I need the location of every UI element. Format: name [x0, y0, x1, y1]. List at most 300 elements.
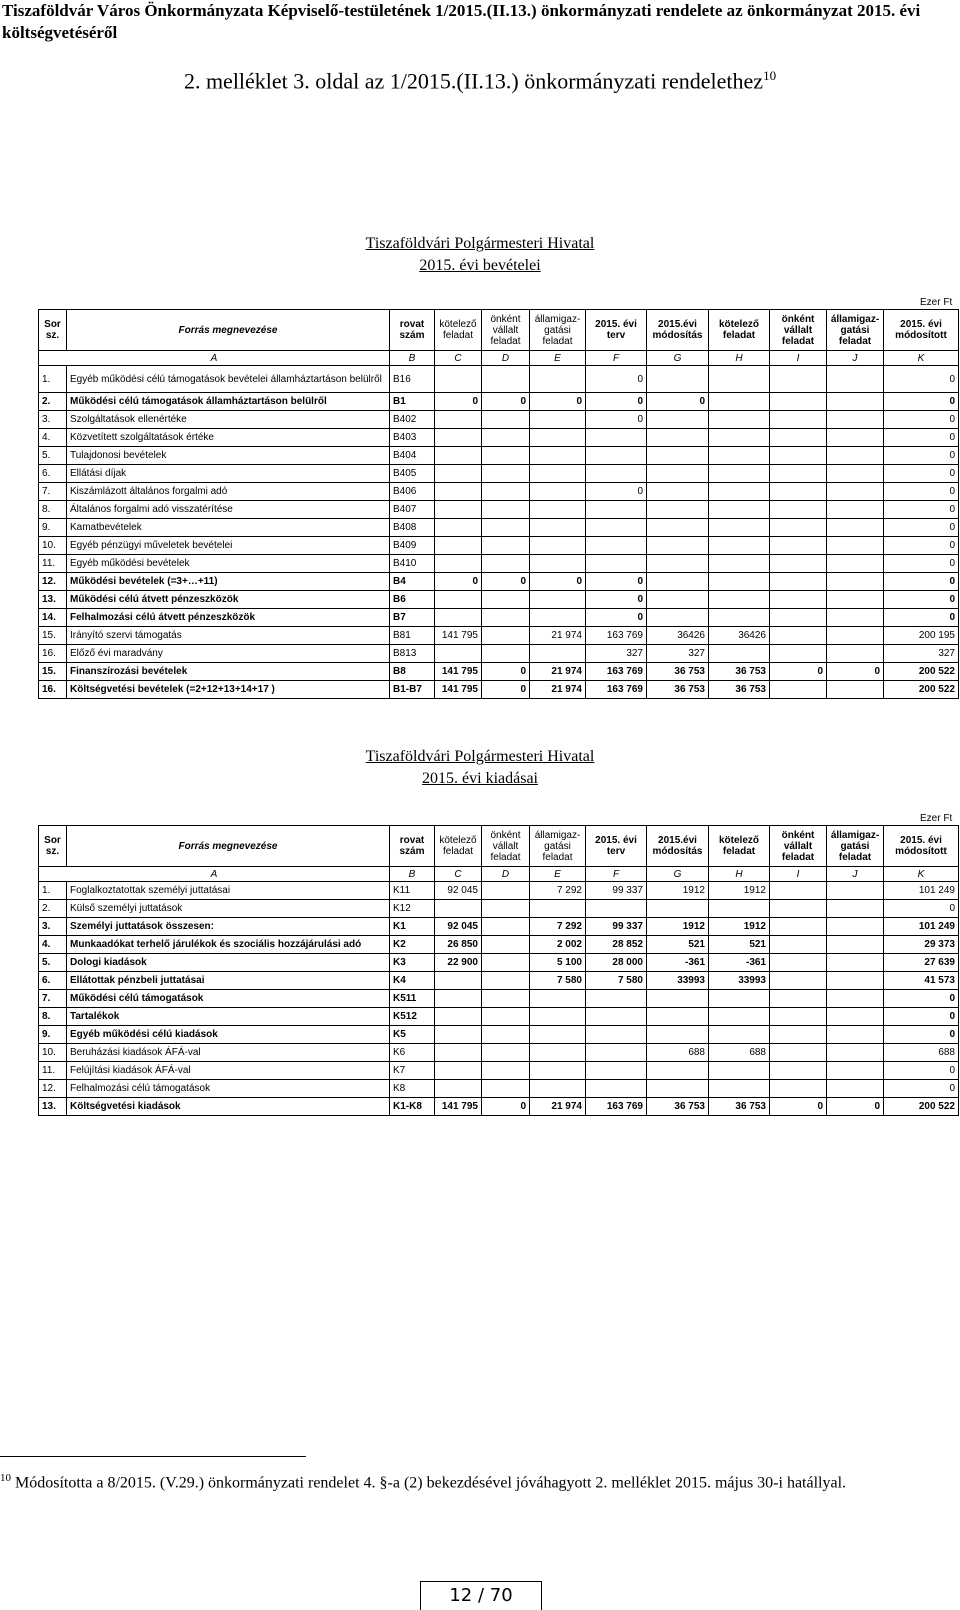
cell-f: [586, 501, 647, 519]
cell-k: 0: [884, 537, 959, 555]
column-letter: I: [770, 351, 827, 366]
column-letters-row: [39, 351, 959, 366]
row-code: K511: [390, 990, 435, 1008]
cell-d: [482, 501, 530, 519]
cell-g: -361: [647, 954, 709, 972]
cell-g: [647, 609, 709, 627]
row-code: K4: [390, 972, 435, 990]
row-number: 12.: [39, 1080, 67, 1098]
cell-f: 0: [586, 573, 647, 591]
row-code: K512: [390, 1008, 435, 1026]
cell-d: [482, 519, 530, 537]
row-number: 6.: [39, 465, 67, 483]
col-c-allamigazgatasi: államigaz-gatási feladat: [530, 826, 586, 867]
row-code: B7: [390, 609, 435, 627]
cell-g: 1912: [647, 918, 709, 936]
cell-j: [827, 918, 884, 936]
cell-k: 0: [884, 900, 959, 918]
cell-f: 327: [586, 645, 647, 663]
cell-k: 41 573: [884, 972, 959, 990]
cell-e: 7 292: [530, 882, 586, 900]
table-row: [39, 990, 959, 1008]
revenue-title-line2: 2015. évi bevételei: [419, 257, 541, 274]
row-code: K1: [390, 918, 435, 936]
cell-i: [770, 447, 827, 465]
cell-c: [435, 1080, 482, 1098]
cell-k: 0: [884, 1062, 959, 1080]
table-row: [39, 366, 959, 393]
cell-j: 0: [827, 663, 884, 681]
cell-k: 0: [884, 501, 959, 519]
annex-title: [0, 68, 960, 94]
footnote: [0, 1467, 955, 1494]
cell-g: [647, 366, 709, 393]
table-row: [39, 900, 959, 918]
row-number: 1.: [39, 366, 67, 393]
cell-c: [435, 429, 482, 447]
cell-j: [827, 954, 884, 972]
row-code: B1-B7: [390, 681, 435, 699]
cell-j: [827, 681, 884, 699]
row-number: 15.: [39, 663, 67, 681]
cell-h: [709, 483, 770, 501]
cell-h: [709, 1080, 770, 1098]
cell-g: [647, 591, 709, 609]
row-name: Egyéb pénzügyi műveletek bevételei: [67, 537, 390, 555]
column-letters-row: [39, 867, 959, 882]
row-code: B8: [390, 663, 435, 681]
cell-j: [827, 936, 884, 954]
table-row: [39, 972, 959, 990]
cell-e: 0: [530, 573, 586, 591]
row-number: 9.: [39, 519, 67, 537]
cell-f: [586, 1062, 647, 1080]
cell-f: 99 337: [586, 918, 647, 936]
table-row: [39, 1026, 959, 1044]
cell-k: 200 522: [884, 681, 959, 699]
row-number: 15.: [39, 627, 67, 645]
row-name: Tulajdonosi bevételek: [67, 447, 390, 465]
cell-i: 0: [770, 663, 827, 681]
cell-j: [827, 573, 884, 591]
row-number: 11.: [39, 555, 67, 573]
row-number: 11.: [39, 1062, 67, 1080]
table-row: [39, 393, 959, 411]
row-number: 5.: [39, 954, 67, 972]
cell-e: [530, 609, 586, 627]
footnote-number: 10: [0, 1472, 11, 1484]
cell-f: 7 580: [586, 972, 647, 990]
column-letter: E: [530, 867, 586, 882]
table-row: [39, 591, 959, 609]
cell-g: 36 753: [647, 663, 709, 681]
cell-f: 163 769: [586, 663, 647, 681]
cell-e: [530, 1062, 586, 1080]
cell-k: 688: [884, 1044, 959, 1062]
cell-e: [530, 645, 586, 663]
cell-f: 0: [586, 483, 647, 501]
cell-d: [482, 591, 530, 609]
cell-k: 0: [884, 591, 959, 609]
letter-blank: A: [39, 867, 390, 882]
row-number: 16.: [39, 645, 67, 663]
cell-d: [482, 936, 530, 954]
cell-f: 163 769: [586, 1098, 647, 1116]
cell-e: [530, 990, 586, 1008]
row-number: 8.: [39, 1008, 67, 1026]
cell-f: [586, 1026, 647, 1044]
cell-j: [827, 411, 884, 429]
col-terv: 2015. évi terv: [586, 826, 647, 867]
cell-g: [647, 990, 709, 1008]
cell-j: [827, 645, 884, 663]
col-modositott: 2015. évi módosított: [884, 826, 959, 867]
cell-k: 0: [884, 483, 959, 501]
cell-d: [482, 882, 530, 900]
col-rovat: rovat szám: [390, 826, 435, 867]
cell-h: [709, 1026, 770, 1044]
cell-g: 521: [647, 936, 709, 954]
row-name: Előző évi maradvány: [67, 645, 390, 663]
column-letter: J: [827, 867, 884, 882]
table-row: [39, 882, 959, 900]
cell-k: 200 522: [884, 1098, 959, 1116]
cell-e: 5 100: [530, 954, 586, 972]
cell-c: [435, 1062, 482, 1080]
cell-d: 0: [482, 681, 530, 699]
cell-f: 28 000: [586, 954, 647, 972]
cell-c: [435, 366, 482, 393]
row-name: Működési bevételek (=3+…+11): [67, 573, 390, 591]
footnote-ref[interactable]: 10: [763, 68, 777, 83]
cell-h: [709, 447, 770, 465]
cell-h: [709, 990, 770, 1008]
expense-title-line1: Tiszaföldvári Polgármesteri Hivatal: [365, 748, 595, 765]
cell-h: [709, 411, 770, 429]
cell-d: [482, 954, 530, 972]
col-rovat: rovat szám: [390, 310, 435, 351]
cell-c: [435, 465, 482, 483]
cell-k: 0: [884, 609, 959, 627]
cell-i: [770, 411, 827, 429]
cell-c: 0: [435, 573, 482, 591]
cell-c: 141 795: [435, 627, 482, 645]
cell-k: 0: [884, 465, 959, 483]
cell-k: 0: [884, 990, 959, 1008]
cell-i: [770, 972, 827, 990]
cell-j: [827, 972, 884, 990]
cell-g: 688: [647, 1044, 709, 1062]
col-name: Forrás megnevezése: [67, 310, 390, 351]
cell-g: [647, 1062, 709, 1080]
cell-j: [827, 501, 884, 519]
column-letter: C: [435, 867, 482, 882]
row-code: B410: [390, 555, 435, 573]
cell-d: [482, 411, 530, 429]
cell-d: [482, 972, 530, 990]
table-row: [39, 1044, 959, 1062]
col-modositas: 2015.évi módosítás: [647, 310, 709, 351]
cell-c: 92 045: [435, 918, 482, 936]
revenue-table: [38, 309, 959, 699]
col-g-onkent: önként vállalt feladat: [770, 826, 827, 867]
table-row: [39, 537, 959, 555]
row-name: Egyéb működési bevételek: [67, 555, 390, 573]
cell-d: [482, 1080, 530, 1098]
row-number: 10.: [39, 537, 67, 555]
cell-f: [586, 1080, 647, 1098]
cell-e: [530, 501, 586, 519]
cell-h: 36 753: [709, 663, 770, 681]
row-code: K8: [390, 1080, 435, 1098]
cell-f: [586, 537, 647, 555]
cell-h: 521: [709, 936, 770, 954]
cell-c: [435, 447, 482, 465]
table-row: [39, 573, 959, 591]
cell-e: [530, 1008, 586, 1026]
cell-e: 2 002: [530, 936, 586, 954]
row-number: 8.: [39, 501, 67, 519]
row-code: B408: [390, 519, 435, 537]
expense-section-title: [0, 746, 960, 790]
row-code: K1-K8: [390, 1098, 435, 1116]
cell-f: [586, 447, 647, 465]
cell-j: [827, 627, 884, 645]
cell-f: 0: [586, 609, 647, 627]
cell-c: [435, 1026, 482, 1044]
cell-i: [770, 990, 827, 1008]
cell-g: [647, 1026, 709, 1044]
cell-j: [827, 1044, 884, 1062]
column-letter: K: [884, 867, 959, 882]
row-name: Tartalékok: [67, 1008, 390, 1026]
cell-d: [482, 555, 530, 573]
row-name: Beruházási kiadások ÁFÁ-val: [67, 1044, 390, 1062]
cell-k: 0: [884, 393, 959, 411]
cell-g: [647, 1080, 709, 1098]
row-code: K7: [390, 1062, 435, 1080]
column-letter: I: [770, 867, 827, 882]
cell-k: 101 249: [884, 882, 959, 900]
col-name: Forrás megnevezése: [67, 826, 390, 867]
header-row: [39, 310, 959, 351]
col-terv: 2015. évi terv: [586, 310, 647, 351]
cell-j: [827, 882, 884, 900]
row-name: Egyéb működési célú támogatások bevételei államháztartáson belülről: [67, 366, 390, 393]
cell-e: 21 974: [530, 627, 586, 645]
cell-h: [709, 900, 770, 918]
row-name: Finanszírozási bevételek: [67, 663, 390, 681]
row-code: B6: [390, 591, 435, 609]
cell-i: [770, 573, 827, 591]
cell-i: [770, 627, 827, 645]
cell-i: [770, 366, 827, 393]
cell-i: [770, 483, 827, 501]
cell-d: [482, 1008, 530, 1026]
row-name: Ellátási díjak: [67, 465, 390, 483]
col-g-allamigazgatasi: államigaz-gatási feladat: [827, 310, 884, 351]
row-name: Kiszámlázott általános forgalmi adó: [67, 483, 390, 501]
column-letter: H: [709, 351, 770, 366]
cell-k: 29 373: [884, 936, 959, 954]
col-g-kotelezo: kötelező feladat: [709, 826, 770, 867]
row-name: Működési célú támogatások államháztartáson belülről: [67, 393, 390, 411]
row-code: B4: [390, 573, 435, 591]
cell-k: 327: [884, 645, 959, 663]
cell-i: [770, 591, 827, 609]
cell-c: [435, 537, 482, 555]
cell-i: [770, 1044, 827, 1062]
cell-c: 141 795: [435, 663, 482, 681]
col-sorsz: Sor sz.: [39, 310, 67, 351]
row-code: K3: [390, 954, 435, 972]
row-code: B81: [390, 627, 435, 645]
cell-i: [770, 537, 827, 555]
cell-h: [709, 501, 770, 519]
table-row: [39, 663, 959, 681]
column-letter: B: [390, 351, 435, 366]
cell-e: [530, 555, 586, 573]
col-g-onkent: önként vállalt feladat: [770, 310, 827, 351]
cell-g: [647, 447, 709, 465]
table-row: [39, 681, 959, 699]
cell-e: [530, 483, 586, 501]
cell-i: [770, 936, 827, 954]
col-c-kotelezo: kötelező feladat: [435, 826, 482, 867]
row-name: Költségvetési bevételek (=2+12+13+14+17 ): [67, 681, 390, 699]
cell-e: [530, 429, 586, 447]
cell-k: 27 639: [884, 954, 959, 972]
row-name: Munkaadókat terhelő járulékok és szociális hozzájárulási adó: [67, 936, 390, 954]
cell-f: [586, 1044, 647, 1062]
cell-g: 1912: [647, 882, 709, 900]
column-letter: G: [647, 867, 709, 882]
row-code: K12: [390, 900, 435, 918]
cell-g: [647, 465, 709, 483]
revenue-unit-label: Ezer Ft: [920, 297, 953, 308]
cell-d: [482, 447, 530, 465]
revenue-section-title: [0, 233, 960, 277]
cell-h: [709, 465, 770, 483]
row-number: 2.: [39, 900, 67, 918]
cell-j: [827, 591, 884, 609]
table-row: [39, 447, 959, 465]
row-name: Költségvetési kiadások: [67, 1098, 390, 1116]
cell-f: [586, 429, 647, 447]
cell-h: 36 753: [709, 1098, 770, 1116]
cell-c: [435, 645, 482, 663]
row-code: B403: [390, 429, 435, 447]
cell-j: [827, 537, 884, 555]
cell-k: 0: [884, 1008, 959, 1026]
table-row: [39, 627, 959, 645]
cell-d: [482, 465, 530, 483]
cell-d: [482, 1026, 530, 1044]
cell-d: 0: [482, 1098, 530, 1116]
cell-e: 7 292: [530, 918, 586, 936]
row-name: Működési célú támogatások: [67, 990, 390, 1008]
row-name: Dologi kiadások: [67, 954, 390, 972]
cell-h: -361: [709, 954, 770, 972]
cell-h: 1912: [709, 882, 770, 900]
cell-f: [586, 519, 647, 537]
cell-j: [827, 519, 884, 537]
cell-i: [770, 900, 827, 918]
cell-e: [530, 537, 586, 555]
table-row: [39, 1008, 959, 1026]
col-c-kotelezo: kötelező feladat: [435, 310, 482, 351]
row-name: Működési célú átvett pénzeszközök: [67, 591, 390, 609]
row-name: Felhalmozási célú átvett pénzeszközök: [67, 609, 390, 627]
cell-i: [770, 429, 827, 447]
expense-unit-label: Ezer Ft: [920, 813, 953, 824]
cell-e: 7 580: [530, 972, 586, 990]
cell-h: [709, 555, 770, 573]
cell-j: [827, 1062, 884, 1080]
letter-blank: A: [39, 351, 390, 366]
cell-h: [709, 393, 770, 411]
cell-g: [647, 519, 709, 537]
cell-k: 0: [884, 429, 959, 447]
cell-i: [770, 501, 827, 519]
row-number: 3.: [39, 918, 67, 936]
cell-c: [435, 1044, 482, 1062]
col-modositas: 2015.évi módosítás: [647, 826, 709, 867]
table-row: [39, 555, 959, 573]
cell-i: [770, 465, 827, 483]
cell-h: 36426: [709, 627, 770, 645]
row-name: Kamatbevételek: [67, 519, 390, 537]
cell-d: 0: [482, 663, 530, 681]
row-number: 6.: [39, 972, 67, 990]
cell-i: [770, 918, 827, 936]
cell-f: 0: [586, 366, 647, 393]
cell-e: [530, 1044, 586, 1062]
row-code: B406: [390, 483, 435, 501]
cell-f: 163 769: [586, 681, 647, 699]
row-code: B1: [390, 393, 435, 411]
cell-i: [770, 1008, 827, 1026]
cell-e: [530, 366, 586, 393]
cell-j: [827, 609, 884, 627]
cell-g: 36 753: [647, 681, 709, 699]
cell-j: [827, 393, 884, 411]
cell-k: 200 522: [884, 663, 959, 681]
cell-i: [770, 681, 827, 699]
row-name: Egyéb működési célú kiadások: [67, 1026, 390, 1044]
cell-d: [482, 645, 530, 663]
table-row: [39, 465, 959, 483]
cell-i: [770, 1026, 827, 1044]
cell-k: 0: [884, 447, 959, 465]
row-name: Felhalmozási célú támogatások: [67, 1080, 390, 1098]
table-row: [39, 918, 959, 936]
cell-g: [647, 501, 709, 519]
cell-k: 0: [884, 573, 959, 591]
cell-j: [827, 465, 884, 483]
cell-g: 36 753: [647, 1098, 709, 1116]
cell-j: [827, 429, 884, 447]
cell-d: [482, 366, 530, 393]
row-code: B409: [390, 537, 435, 555]
table-row: [39, 645, 959, 663]
cell-c: [435, 972, 482, 990]
table-row: [39, 954, 959, 972]
col-g-allamigazgatasi: államigaz-gatási feladat: [827, 826, 884, 867]
cell-i: [770, 609, 827, 627]
cell-d: 0: [482, 393, 530, 411]
col-c-allamigazgatasi: államigaz-gatási feladat: [530, 310, 586, 351]
